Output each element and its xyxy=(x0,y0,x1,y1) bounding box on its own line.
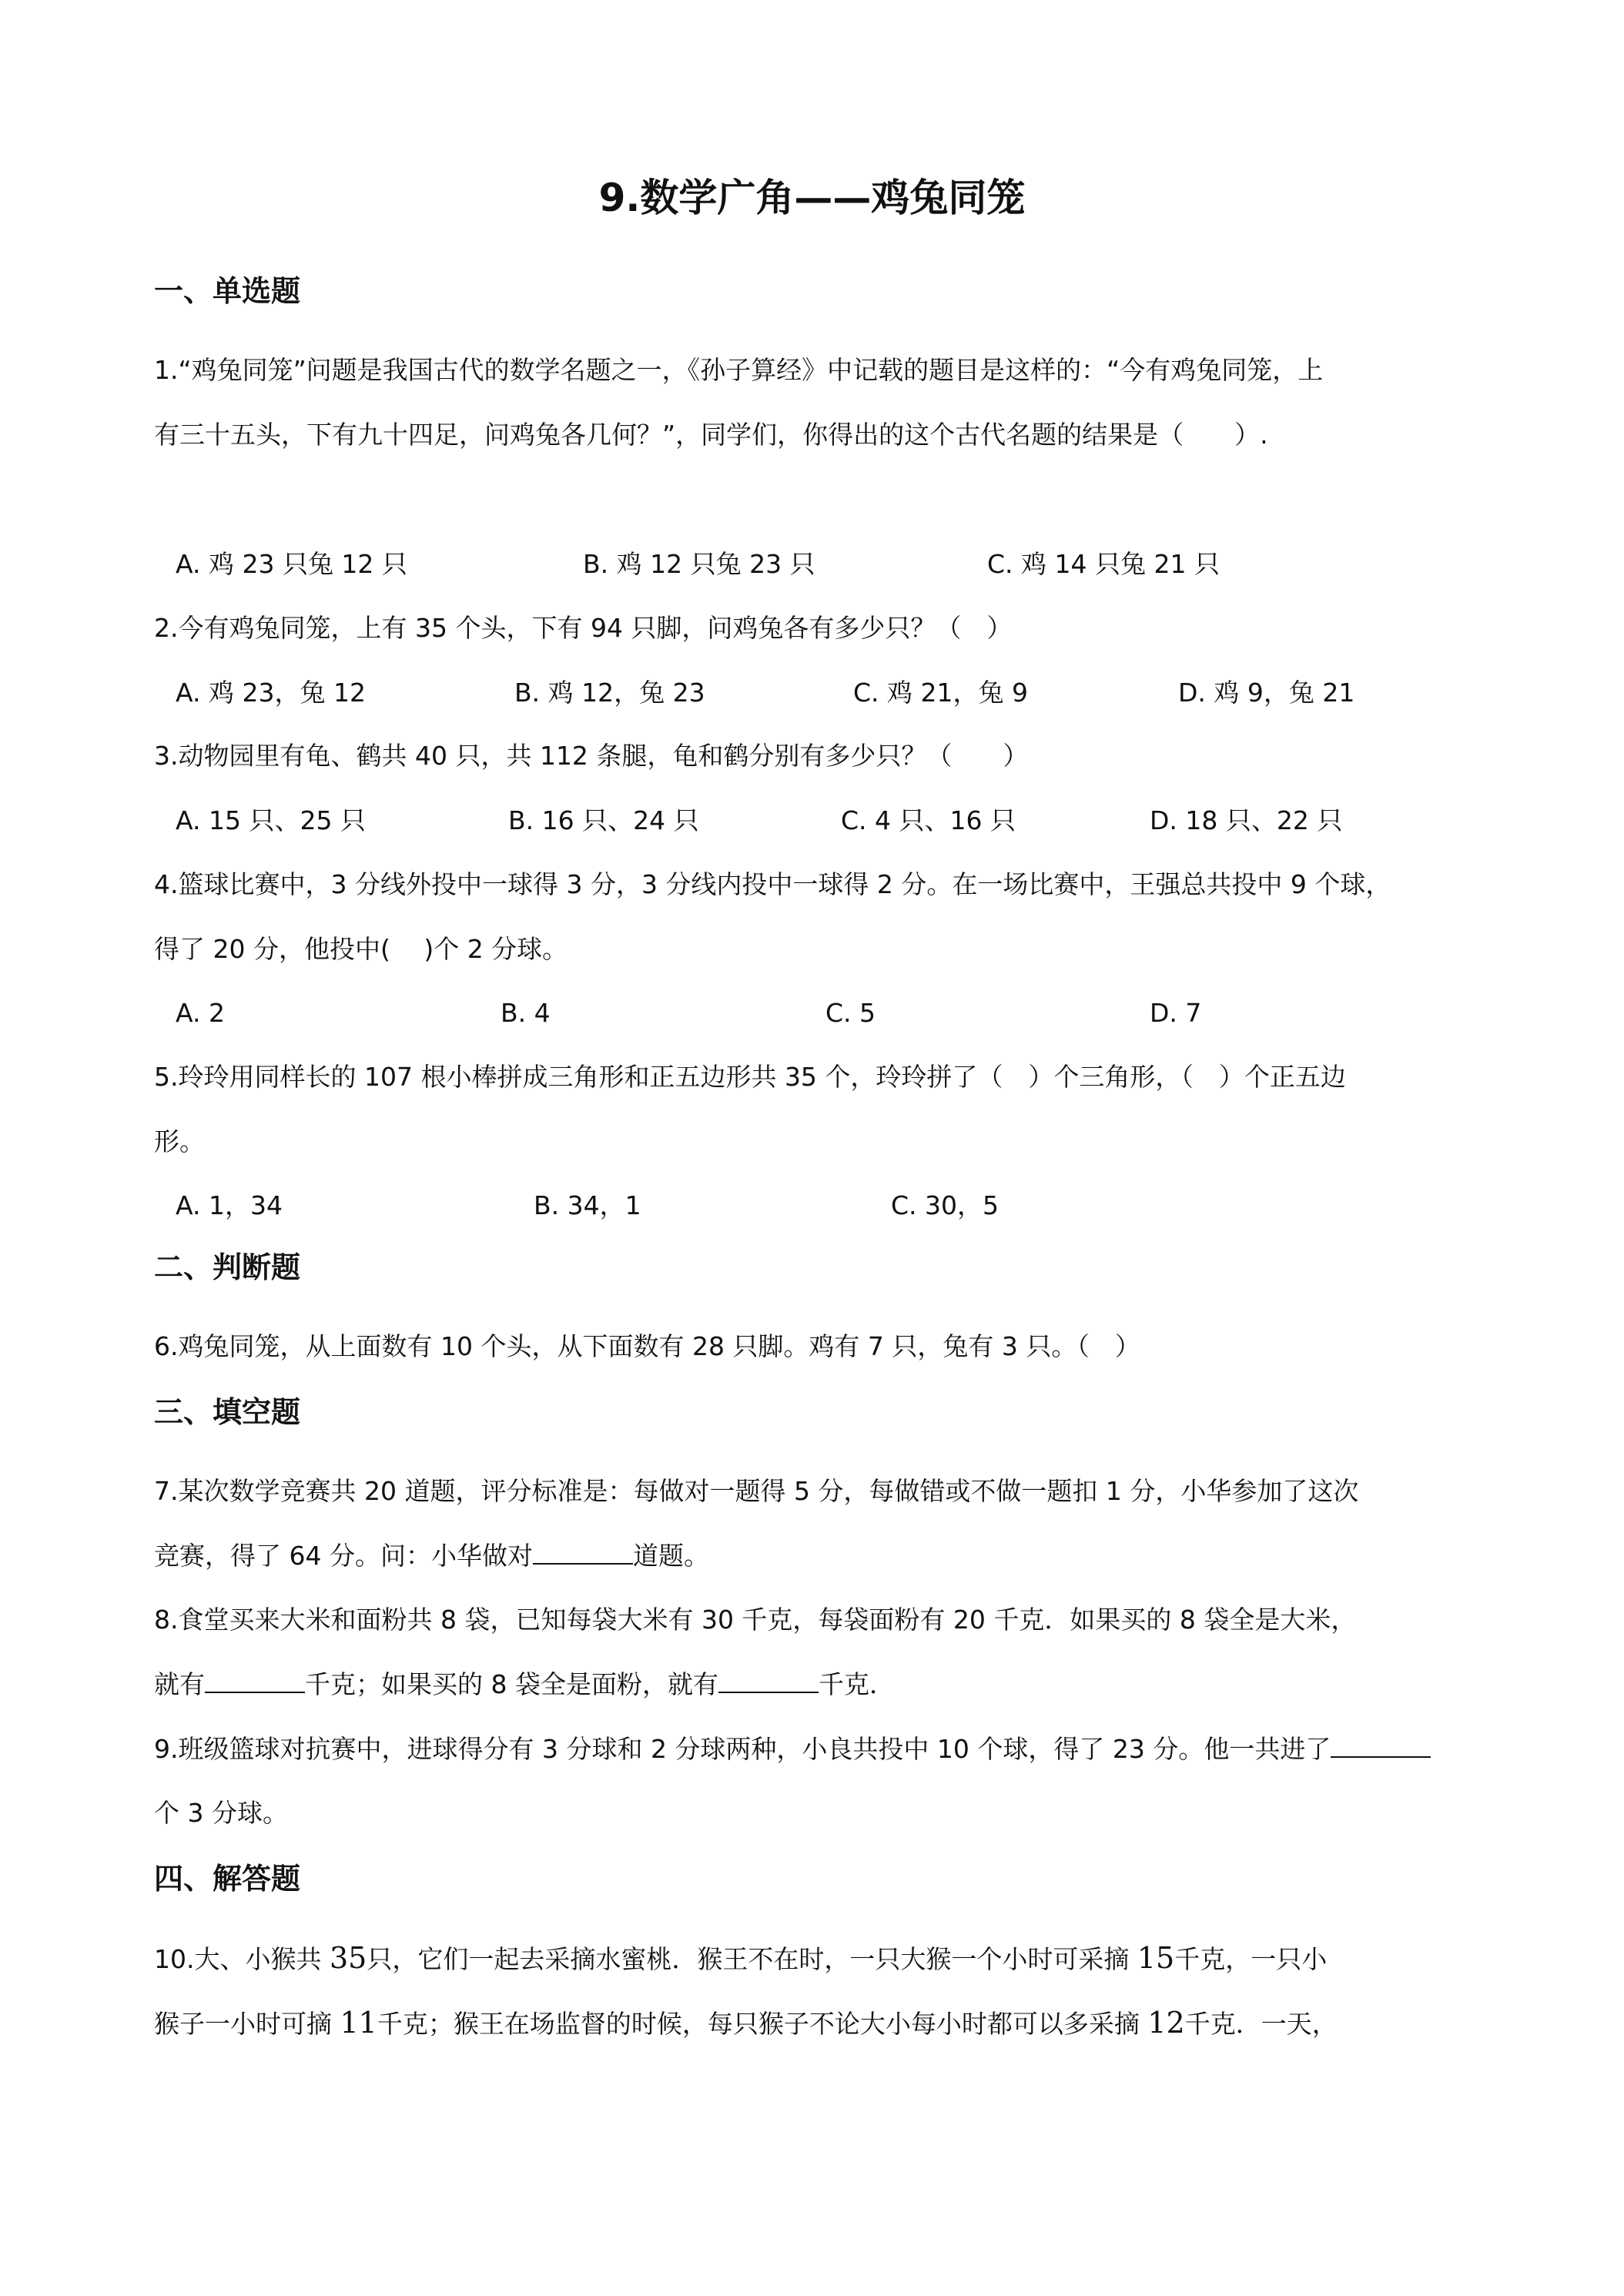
question-7-text-b: 道题。 xyxy=(632,1541,709,1571)
question-10-text-1b: 只，它们一起去采摘水蜜桃．猴王不在时，一只大猴一个小时可采摘 xyxy=(367,1944,1137,1974)
question-1-line-2: 有三十五头，下有九十四足，问鸡兔各几何？”，同学们，你得出的这个古代名题的结果是（ ）. xyxy=(154,420,1268,450)
question-5-option-c[interactable]: C. 30，5 xyxy=(891,1190,1000,1220)
question-8-answer-blank-1[interactable] xyxy=(205,1668,305,1693)
section-heading-fill-blank: 三、填空题 xyxy=(154,1395,301,1429)
question-8-line-2 xyxy=(154,1668,1478,1702)
question-10-text-1c: 千克，一只小 xyxy=(1174,1944,1328,1974)
question-1-option-c[interactable]: C. 鸡 14 只兔 21 只 xyxy=(987,549,1220,579)
page-title: 9.数学广角——鸡兔同笼 xyxy=(598,176,1026,220)
question-10-text-2b: 千克；猴王在场监督的时候，每只猴子不论大小每小时都可以多采摘 xyxy=(377,2009,1148,2039)
question-10-number-extra-rate: 12 xyxy=(1147,2006,1185,2040)
question-8-text-b: 千克；如果买的 8 袋全是面粉，就有 xyxy=(305,1669,718,1699)
question-4-line-2: 得了 20 分，他投中( )个 2 分球。 xyxy=(154,934,568,964)
question-10-line-2 xyxy=(154,2006,1478,2041)
question-3-line-1: 3.动物园里有龟、鹤共 40 只，共 112 条腿，龟和鹤分别有多少只？（ ） xyxy=(154,741,1029,771)
question-3-option-a[interactable]: A. 15 只、25 只 xyxy=(176,805,366,835)
question-7-text-a: 竞赛，得了 64 分。问：小华做对 xyxy=(154,1541,533,1571)
question-8-text-a: 就有 xyxy=(154,1669,205,1699)
section-heading-single-choice: 一、单选题 xyxy=(154,274,301,308)
question-9-text-a: 9.班级篮球对抗赛中，进球得分有 3 分球和 2 分球两种，小良共投中 10 个球，得了 23 分。他一共进了 xyxy=(154,1734,1331,1764)
question-9-line-2: 个 3 分球。 xyxy=(154,1798,288,1828)
question-5-line-2: 形。 xyxy=(154,1126,205,1156)
question-2-option-a[interactable]: A. 鸡 23，兔 12 xyxy=(176,678,366,708)
question-10-line-1 xyxy=(154,1941,1478,1976)
question-5-option-a[interactable]: A. 1，34 xyxy=(176,1190,283,1220)
question-2-option-d[interactable]: D. 鸡 9，兔 21 xyxy=(1178,678,1355,708)
question-6-line-1: 6.鸡兔同笼，从上面数有 10 个头，从下面数有 28 只脚。鸡有 7 只，兔有 3 只。（ ） xyxy=(154,1331,1140,1361)
question-10-number-monkeys: 35 xyxy=(329,1941,367,1975)
question-4-line-1: 4.篮球比赛中，3 分线外投中一球得 3 分，3 分线内投中一球得 2 分。在一场比赛中，王强总共投中 9 个球， xyxy=(154,869,1391,899)
question-8-answer-blank-2[interactable] xyxy=(718,1668,819,1693)
question-10-number-small-rate: 11 xyxy=(340,2006,377,2040)
section-heading-word-problems: 四、解答题 xyxy=(154,1862,301,1896)
question-8-line-1: 8.食堂买来大米和面粉共 8 袋，已知每袋大米有 30 千克，每袋面粉有 20 千克．如果买的 8 袋全是大米， xyxy=(154,1605,1357,1635)
question-9-answer-blank[interactable] xyxy=(1331,1733,1431,1758)
question-5-line-1: 5.玲玲用同样长的 107 根小棒拼成三角形和正五边形共 35 个，玲玲拼了（ ）个三角形，（ ）个正五边 xyxy=(154,1062,1346,1092)
question-8-text-c: 千克． xyxy=(818,1669,895,1699)
question-10-text-2a: 猴子一小时可摘 xyxy=(154,2009,340,2039)
question-2-option-c[interactable]: C. 鸡 21，兔 9 xyxy=(853,678,1028,708)
question-10-number-big-rate: 15 xyxy=(1137,1941,1175,1975)
question-10-text-1a: 10.大、小猴共 xyxy=(154,1944,330,1974)
question-3-option-d[interactable]: D. 18 只、22 只 xyxy=(1150,805,1343,835)
question-10-text-2c: 千克．一天， xyxy=(1184,2009,1338,2039)
question-9-line-1 xyxy=(154,1732,1478,1766)
question-7-answer-blank[interactable] xyxy=(533,1540,633,1565)
question-5-option-b[interactable]: B. 34，1 xyxy=(534,1190,641,1220)
question-4-option-c[interactable]: C. 5 xyxy=(825,998,876,1028)
question-4-option-b[interactable]: B. 4 xyxy=(501,998,551,1028)
section-heading-true-false: 二、判断题 xyxy=(154,1250,301,1284)
question-1-line-1: 1.“鸡兔同笼”问题是我国古代的数学名题之一，《孙子算经》中记载的题目是这样的：“今有鸡兔同笼，上 xyxy=(154,355,1324,385)
question-7-line-2 xyxy=(154,1539,1478,1573)
question-4-option-a[interactable]: A. 2 xyxy=(176,998,225,1028)
question-2-option-b[interactable]: B. 鸡 12，兔 23 xyxy=(514,678,705,708)
question-1-option-b[interactable]: B. 鸡 12 只兔 23 只 xyxy=(583,549,815,579)
question-1-option-a[interactable]: A. 鸡 23 只兔 12 只 xyxy=(176,549,407,579)
question-7-line-1: 7.某次数学竞赛共 20 道题，评分标准是：每做对一题得 5 分，每做错或不做一题扣 1 分，小华参加了这次 xyxy=(154,1476,1359,1506)
question-4-option-d[interactable]: D. 7 xyxy=(1150,998,1202,1028)
question-3-option-b[interactable]: B. 16 只、24 只 xyxy=(508,805,699,835)
question-3-option-c[interactable]: C. 4 只、16 只 xyxy=(841,805,1016,835)
question-2-line-1: 2.今有鸡兔同笼，上有 35 个头，下有 94 只脚，问鸡兔各有多少只？（ ） xyxy=(154,613,1013,643)
